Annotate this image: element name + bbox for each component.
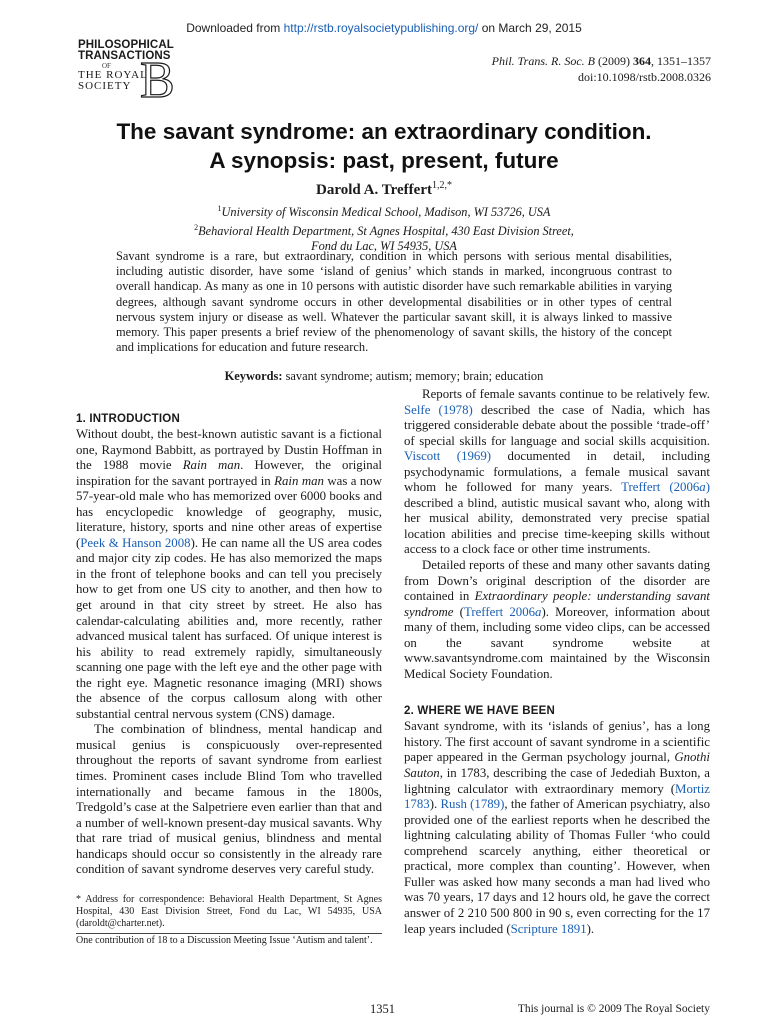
ref-suffix: a [699,480,706,495]
download-date: on March 29, 2015 [478,21,582,35]
abstract: Savant syndrome is a rare, but extraordinary, condition in which persons with serious mental disabilities, including autistic disorder, have some ‘island of genius’ which stands in marked, incongruous contrast to overall handicap. As many as one in 10 persons with autistic disorder have such remarkable abilities in varying degrees, although savant syndrome occurs in other developmental disabilities or in other types of central nervous system injury or disease as well. Whatever the particular savant skill, it is always linked to massive memory. This paper presents a brief review of the phenomenology of savant skills, the history of the concept and implications for education and future research. [116,249,672,355]
citation-volume: 364 [633,54,651,68]
right-paragraph-1 [404,387,710,558]
right-p1-text-a: Reports of female savants continue to be relatively few. [422,387,710,401]
logo-line-society: SOCIETY [78,80,132,92]
citation-pages: , 1351–1357 [651,54,711,68]
movie-title: Rain man [274,473,324,488]
history-p1-text-e: ). [586,921,595,936]
logo-line-philosophical: PHILOSOPHICAL [78,39,174,51]
copyright-notice: This journal is © 2009 The Royal Society [517,1003,710,1015]
logo-line-of: OF [102,62,111,70]
movie-title: Rain man [182,458,241,473]
citation-doi: doi:10.1098/rstb.2008.0326 [577,70,711,84]
affiliations [0,201,768,254]
right-p1-text-b: described the case of Nadia, which has triggered considerable debate about the possible ‘trade-off’ of special skills for language and social skills acquisition. [404,402,710,448]
website-link[interactable]: www.savantsyndrome.com [404,651,543,666]
ref-link-rush[interactable]: Rush (1789) [440,797,505,812]
ref-close: ) [705,480,710,495]
ref-text: Treffert (2006 [621,480,700,495]
footnote-divider [76,933,382,934]
download-notice [0,21,768,35]
author-affiliation-marks: 1,2,* [431,180,452,191]
left-column [76,412,382,878]
history-paragraph-1 [404,719,710,937]
download-url-link[interactable]: http://rstb.royalsocietypublishing.org/ [283,21,479,35]
affiliation-2-line-1: Behavioral Health Department, St Agnes Hospital, 430 East Division Street, [198,224,574,239]
intro-p1-text-a: Without doubt, the best-known autistic savant is a fictional one, Raymond Babbitt, as portrayed by Dustin Hoffman in the 1988 movie [76,427,382,473]
keywords-list: savant syndrome; autism; memory; brain; education [282,369,544,383]
keywords-label: Keywords: [224,369,283,383]
ref-text: Treffert 2006 [463,604,536,619]
intro-p1-text-b: . However, the original inspiration for the savant portrayed in [76,458,382,488]
citation-year: (2009) [595,54,633,68]
right-column [404,387,710,937]
right-p2-text-d: maintained by the Wisconsin Medical Society Foundation. [404,651,710,681]
right-p2-text-b: ( [453,604,464,619]
right-p2-text-c: ). Moreover, information about many of them, including some video clips, can be accessed on the savant syndrome website at [404,604,710,650]
section-heading-introduction: 1. INTRODUCTION [76,413,180,425]
affiliation-1: University of Wisconsin Medical School, Madison, WI 53726, USA [221,205,551,220]
footnotes [76,894,382,947]
ref-link-scripture[interactable]: Scripture 1891 [510,921,587,936]
paper-title [60,117,708,175]
correspondence-footnote: * Address for correspondence: Behavioral Health Department, St Agnes Hospital, 430 East Division Street, Fond du Lac, WI 54935, USA (daroldt@charter.net). [76,894,382,930]
ref-suffix: a [535,604,542,619]
citation-journal: Phil. Trans. R. Soc. B [491,54,595,68]
intro-p1-text-d: ). He can name all the US area codes and major city zip codes. He has also memorized the maps in the front of telephone books and can tell you precisely how to get from one US city to another, and then how to get around in that city street by street. He also has calendar-calculating abilities and, more recently, rather advanced musical talent has surfaced. Of unique interest is his ability to read extremely rapidly, simultaneously scanning one page with the left eye and the other page with the right eye. Magnetic resonance imaging (MRI) shows the absence of the corpus callosum along with other substantial central nervous system (CNS) damage. [76,535,382,721]
logo-b-letter: B [140,52,175,109]
logo-line-transactions: TRANSACTIONS [78,50,171,62]
journal-logo [78,39,178,109]
affiliation-1-number: 1 [217,204,222,213]
journal-title: Gnothi Sauton [404,750,710,781]
section-heading-history: 2. WHERE WE HAVE BEEN [404,705,555,718]
history-p1-text-b: , in 1783, describing the case of Jedediah Buxton, a lightning calculator with extraordinary memory ( [404,766,710,796]
ref-link-treffert-2006a[interactable] [621,480,710,494]
affiliation-2-line-2: Fond du Lac, WI 54935, USA [311,239,457,254]
section-gap [404,682,710,704]
intro-p1-text-c: was a now 57-year-old male who has memorized over 6000 books and has encyclopedic knowledge of geography, music, literature, history, sports and nine other areas of expertise ( [76,473,382,550]
history-p1-text-c: ). [429,797,441,812]
citation-block [492,53,711,85]
right-p2-text-a: Detailed reports of these and many other savants dating from Down’s original description of the disorder are contained in [404,558,710,604]
title-line-2: A synopsis: past, present, future [209,148,559,173]
ref-link-peek-hanson[interactable]: Peek & Hanson 2008 [80,535,191,550]
ref-link-viscott[interactable]: Viscott (1969) [404,449,492,464]
ref-link-mortiz[interactable]: Mortiz 1783 [404,781,710,812]
download-prefix: Downloaded from [186,21,284,35]
right-paragraph-2 [404,558,710,682]
ref-link-selfe[interactable]: Selfe (1978) [404,402,473,417]
logo-line-the-royal: THE ROYAL [78,69,148,81]
author-line [0,180,768,199]
title-line-1: The savant syndrome: an extraordinary condition. [116,119,652,144]
history-p1-text-d: , the father of American psychiatry, also provided one of the earliest reports when he described the lightning calculating ability of Thomas Fuller ‘who could comprehend scarcely anything, either theoretical or practical, more complex than counting’. However, when Fuller was asked how many seconds a man had lived who was 70 years, 17 days and 12 hours old, he gave the correct answer of 2 210 500 800 in 90 s, even correcting for the 17 leap years included ( [404,797,710,936]
ref-link-treffert-2006a-b[interactable] [464,605,542,619]
right-p1-text-d: described a blind, autistic musical savant who, along with her musical ability, demonstrated very precise spatial location abilities and precise time-keeping skills without access to a clock face or other time instruments. [404,495,710,557]
contribution-footnote: One contribution of 18 to a Discussion Meeting Issue ‘Autism and talent’. [76,934,373,946]
affiliation-2-number: 2 [194,223,199,233]
page-number: 1351 [370,1002,395,1016]
intro-paragraph-2: The combination of blindness, mental handicap and musical genius is conspicuously over-represented throughout the reports of savant syndrome from earliest times. Prominent cases include Blind Tom who travelled internationally and became famous in the 1800s, Tredgold’s case at the Salpetriere even earlier than that and a number of well-known present-day musical savants. Why that rare triad of musical genius, blindness and mental handicaps should occur so consistently in the already rare condition of savant syndrome deserves very careful study. [76,722,382,877]
keywords-line [0,369,768,384]
history-p1-text-a: Savant syndrome, with its ‘islands of genius’, has a long history. The first account of savant syndrome in a scientific paper appeared in the German psychology journal, [404,719,710,765]
right-p1-text-c: documented in detail, including psychodynamic formulations, a female musical savant whom he followed for many years. [404,449,710,495]
author-name: Darold A. Treffert [316,182,432,198]
intro-paragraph-1 [76,427,382,722]
book-title: Extraordinary people: understanding savant syndrome [404,589,710,619]
